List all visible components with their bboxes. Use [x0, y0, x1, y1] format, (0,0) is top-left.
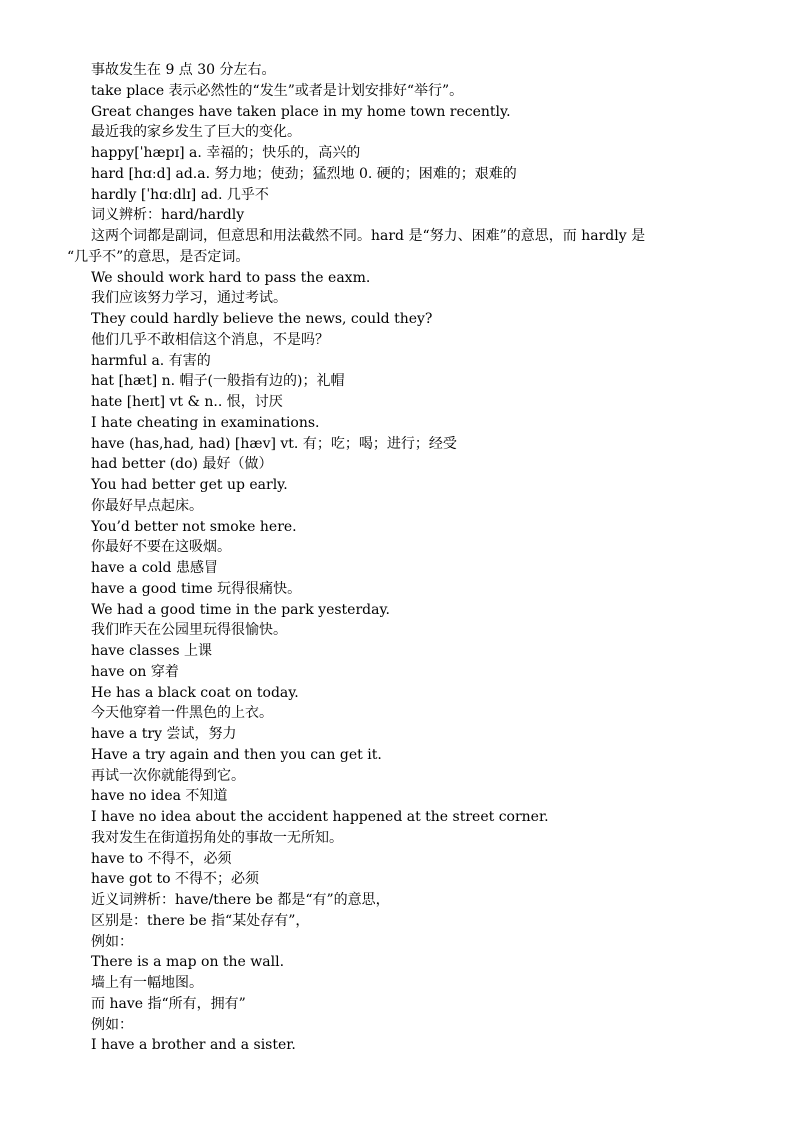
text-line: They could hardly believe the news, could they? — [91, 311, 433, 327]
text-line: I have no idea about the accident happened at the street corner. — [91, 809, 549, 825]
text-line: have classes 上课 — [91, 643, 212, 659]
text-line: 我们昨天在公园里玩得很愉快。 — [91, 622, 287, 639]
text-line: 我对发生在街道拐角处的事故一无所知。 — [91, 829, 343, 846]
text-line: We should work hard to pass the eaxm. — [91, 269, 371, 286]
text-line: have on 穿着 — [91, 663, 179, 680]
text-line: harmful a. 有害的 — [91, 352, 211, 369]
text-line: 我们应该努力学习，通过考试。 — [91, 290, 287, 307]
text-line: You’d better not smoke here. — [91, 518, 297, 535]
text-line: have got to 不得不；必须 — [91, 871, 259, 888]
text-line: He has a black coat on today. — [91, 684, 299, 701]
text-line: have (has,had, had) [hæv] vt. 有；吃；喝；进行；经受 — [91, 435, 457, 452]
text-line: hardly [ˈhɑːdlɪ] ad. 几乎不 — [91, 186, 269, 203]
text-line: have to 不得不，必须 — [91, 850, 232, 867]
text-line: 他们几乎不敢相信这个消息，不是吗？ — [91, 331, 329, 348]
text-line: Have a try again and then you can get it. — [91, 746, 382, 763]
paragraph-line-2: “几乎不”的意思，是否定词。 — [67, 248, 250, 265]
text-line: 今天他穿着一件黑色的上衣。 — [91, 705, 273, 722]
text-line: hard [hɑːd] ad.a. 努力地；使劲；猛烈地 0. 硬的；困难的；艰难的 — [91, 165, 517, 182]
text-line: 而 have 指“所有，拥有” — [91, 995, 246, 1012]
text-line: hate [heɪt] vt & n.. 恨，讨厌 — [91, 394, 283, 410]
text-line: take place 表示必然性的“发生”或者是计划安排好“举行”。 — [91, 82, 464, 99]
text-line: had better (do) 最好（做） — [91, 456, 273, 473]
document-body — [67, 60, 741, 1056]
text-line: 你最好早点起床。 — [91, 497, 203, 514]
text-line: I have a brother and a sister. — [91, 1037, 296, 1054]
text-line: 区别是：there be 指“某处存有”， — [91, 912, 310, 929]
text-line: We had a good time in the park yesterday. — [91, 601, 390, 618]
text-line: 最近我的家乡发生了巨大的变化。 — [91, 124, 301, 141]
text-line: There is a map on the wall. — [91, 954, 285, 971]
text-line: 你最好不要在这吸烟。 — [91, 539, 231, 556]
text-line: 词义辨析：hard/hardly — [91, 207, 245, 224]
text-line: 例如： — [91, 1016, 133, 1033]
text-line: 再试一次你就能得到它。 — [91, 767, 245, 784]
text-line: 近义词辨析：have/there be 都是“有”的意思， — [91, 892, 390, 908]
text-line: have no idea 不知道 — [91, 788, 228, 805]
text-line: I hate cheating in examinations. — [91, 414, 320, 431]
text-line: You had better get up early. — [91, 477, 288, 493]
text-line: 例如： — [91, 933, 133, 950]
text-line: have a try 尝试，努力 — [91, 726, 237, 742]
text-line: hat [hæt] n. 帽子(一般指有边的)；礼帽 — [91, 373, 345, 390]
text-line: 事故发生在 9 点 30 分左右。 — [91, 62, 276, 78]
text-line: have a good time 玩得很痛快。 — [91, 580, 302, 597]
text-line: 墙上有一幅地图。 — [91, 975, 203, 991]
text-line: happy[ˈhæpɪ] a. 幸福的；快乐的，高兴的 — [91, 145, 361, 161]
paragraph-line-1: 这两个词都是副词，但意思和用法截然不同。hard 是“努力、困难”的意思，而 hardly 是 — [91, 228, 646, 244]
text-line: Great changes have taken place in my home town recently. — [91, 103, 511, 120]
text-line: have a cold 患感冒 — [91, 560, 218, 576]
